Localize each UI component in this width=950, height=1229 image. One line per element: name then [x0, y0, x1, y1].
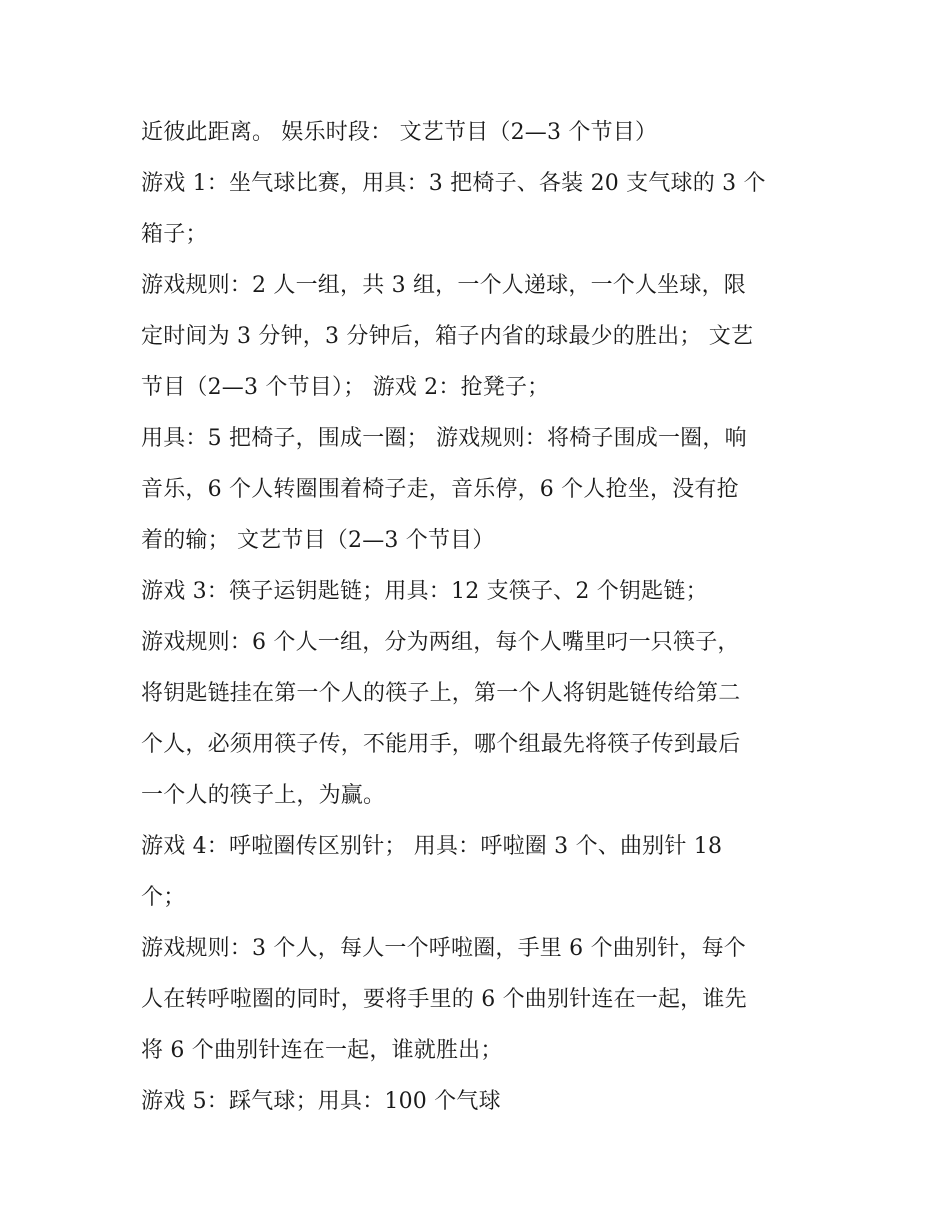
- text-line: 着的输； 文艺节目（2—3 个节目）: [141, 528, 495, 553]
- text-line: 游戏 1：坐气球比赛，用具：3 把椅子、各装 20 支气球的 3 个: [141, 171, 766, 196]
- text-line: 游戏 3：筷子运钥匙链；用具：12 支筷子、2 个钥匙链；: [141, 579, 708, 604]
- text-line: 近彼此距离。 娱乐时段： 文艺节目（2—3 个节目）: [141, 120, 658, 145]
- text-line: 用具：5 把椅子，围成一圈； 游戏规则：将椅子围成一圈，响: [141, 426, 747, 451]
- text-line: 音乐，6 个人转圈围着椅子走，音乐停，6 个人抢坐，没有抢: [141, 477, 739, 502]
- text-line: 将 6 个曲别针连在一起，谁就胜出；: [141, 1038, 503, 1063]
- text-line: 人在转呼啦圈的同时，要将手里的 6 个曲别针连在一起，谁先: [141, 987, 747, 1012]
- text-line: 箱子；: [141, 222, 208, 247]
- text-line: 游戏 5：踩气球；用具：100 个气球: [141, 1089, 501, 1114]
- text-line: 游戏 4：呼啦圈传区别针； 用具：呼啦圈 3 个、曲别针 18: [141, 834, 723, 859]
- document-body: [141, 107, 821, 1127]
- text-line: 游戏规则：3 个人，每人一个呼啦圈，手里 6 个曲别针，每个: [141, 936, 746, 961]
- text-line: 游戏规则：6 个人一组，分为两组，每个人嘴里叼一只筷子，: [141, 630, 740, 655]
- text-line: 将钥匙链挂在第一个人的筷子上，第一个人将钥匙链传给第二: [141, 681, 741, 706]
- text-line: 一个人的筷子上，为赢。: [141, 783, 386, 808]
- text-line: 游戏规则：2 人一组，共 3 组，一个人递球，一个人坐球，限: [141, 273, 746, 298]
- text-line: 节目（2—3 个节目）； 游戏 2：抢凳子；: [141, 375, 550, 400]
- text-line: 个人，必须用筷子传，不能用手，哪个组最先将筷子传到最后: [141, 732, 741, 757]
- text-line: 定时间为 3 分钟，3 分钟后，箱子内省的球最少的胜出； 文艺: [141, 324, 754, 349]
- text-line: 个；: [141, 885, 186, 910]
